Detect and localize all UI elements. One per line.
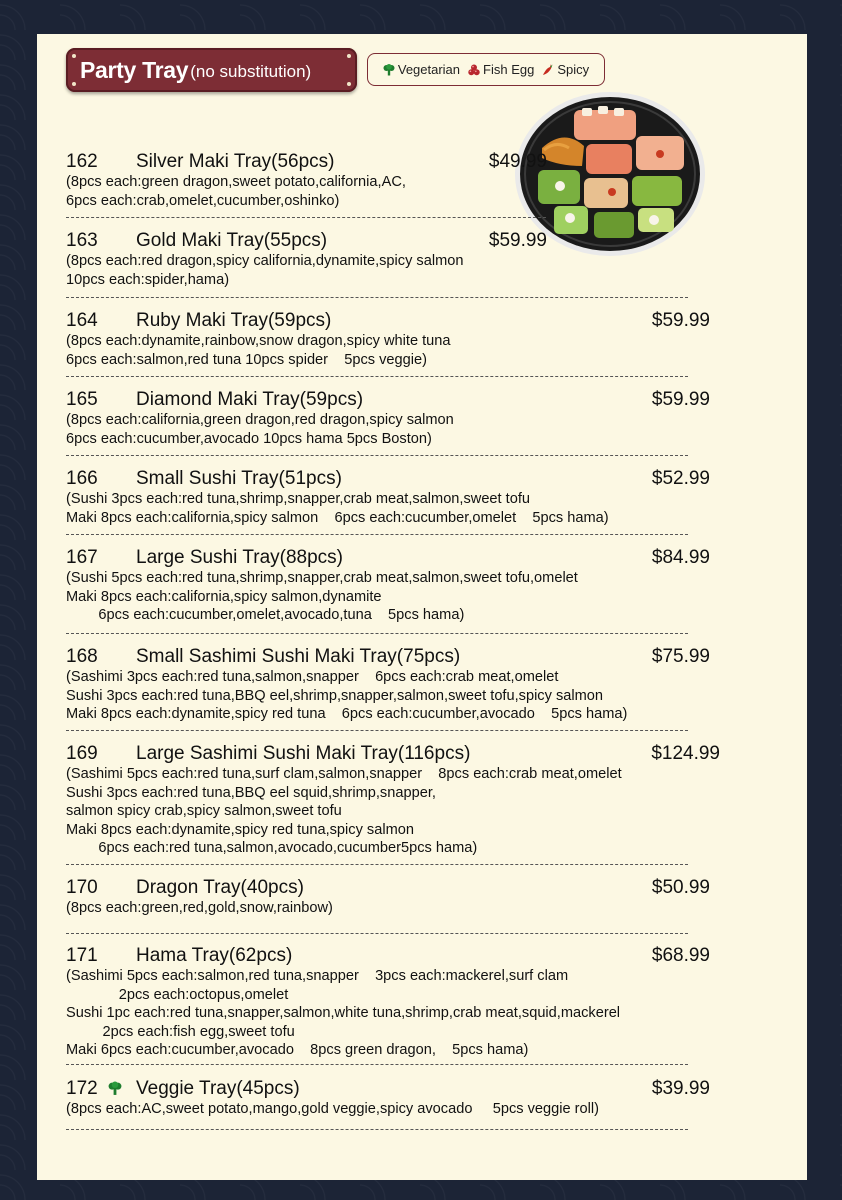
menu-item-171 xyxy=(66,944,710,1060)
item-description-line: salmon spicy crab,spicy salmon,sweet tofu xyxy=(66,803,342,819)
broccoli-icon xyxy=(108,1081,122,1096)
item-divider xyxy=(66,864,688,865)
item-name: Large Sushi Tray(88pcs) xyxy=(136,547,343,568)
menu-item-header xyxy=(66,742,720,765)
item-description-line: 6pcs each:crab,omelet,cucumber,oshinko) xyxy=(66,192,340,209)
menu-item-header xyxy=(66,467,710,490)
item-description-line: Sushi 3pcs each:red tuna,BBQ eel squid,shrimp,snapper, xyxy=(66,784,436,801)
legend-vegetarian-label: Vegetarian xyxy=(397,62,461,77)
menu-item-header xyxy=(66,944,710,967)
item-number: 165 xyxy=(66,389,98,410)
item-description xyxy=(66,411,710,448)
item-price: $52.99 xyxy=(651,468,710,489)
item-description-line: Maki 8pcs each:california,spicy salmon 6pcs each:cucumber,omelet 5pcs hama) xyxy=(66,509,609,526)
item-description-line: 6pcs each:salmon,red tuna 10pcs spider 5pcs veggie) xyxy=(66,351,427,368)
item-number: 171 xyxy=(66,945,98,966)
chili-pepper-icon xyxy=(542,63,554,76)
menu-item-168 xyxy=(66,645,710,724)
item-number: 169 xyxy=(66,743,98,764)
item-name: Hama Tray(62pcs) xyxy=(136,945,293,966)
menu-item-header xyxy=(66,229,547,252)
menu-item-162 xyxy=(66,150,547,210)
item-description-line: (Sashimi 5pcs each:salmon,red tuna,snapper 3pcs each:mackerel,surf clam xyxy=(66,968,569,984)
legend-spicy xyxy=(542,62,589,77)
item-divider xyxy=(66,933,688,934)
item-description-line: 6pcs each:red tuna,salmon,avocado,cucumber5pcs hama) xyxy=(66,840,478,856)
item-name: Large Sashimi Sushi Maki Tray(116pcs) xyxy=(136,743,471,764)
item-description-line: Maki 8pcs each:dynamite,spicy red tuna 6pcs each:cucumber,avocado 5pcs hama) xyxy=(66,706,628,722)
menu-item-164 xyxy=(66,309,710,369)
legend-fish-egg xyxy=(468,62,534,77)
item-description-line: (Sushi 3pcs each:red tuna,shrimp,snapper,crab meat,salmon,sweet tofu xyxy=(66,491,530,507)
item-number: 163 xyxy=(66,230,98,251)
item-description-line: (8pcs each:california,green dragon,red dragon,spicy salmon xyxy=(66,412,454,428)
banner-dot xyxy=(72,82,76,86)
item-name: Small Sushi Tray(51pcs) xyxy=(136,468,342,489)
banner-dot xyxy=(72,54,76,58)
item-number: 162 xyxy=(66,151,98,172)
menu-item-header xyxy=(66,1077,710,1100)
item-description-line: (8pcs each:green,red,gold,snow,rainbow) xyxy=(66,900,333,916)
item-description xyxy=(66,490,710,527)
item-number: 170 xyxy=(66,877,98,898)
item-description xyxy=(66,967,710,1060)
item-description xyxy=(66,899,710,918)
item-price: $84.99 xyxy=(651,547,710,568)
item-price: $50.99 xyxy=(651,877,710,898)
banner-dot xyxy=(347,82,351,86)
item-price: $124.99 xyxy=(651,743,720,764)
item-name: Diamond Maki Tray(59pcs) xyxy=(136,389,364,410)
menu-item-header xyxy=(66,309,710,332)
item-price: $75.99 xyxy=(651,646,710,667)
item-divider xyxy=(66,455,688,456)
menu-item-header xyxy=(66,388,710,411)
menu-item-163 xyxy=(66,229,547,289)
item-price: $59.99 xyxy=(488,230,547,251)
item-description-line: 10pcs each:spider,hama) xyxy=(66,271,230,288)
item-divider xyxy=(66,633,688,634)
item-number: 164 xyxy=(66,310,98,331)
item-name: Gold Maki Tray(55pcs) xyxy=(136,230,328,251)
menu-item-header xyxy=(66,546,710,569)
menu-item-166 xyxy=(66,467,710,527)
item-description-line: 2pcs each:fish egg,sweet tofu xyxy=(66,1023,295,1040)
menu-item-170 xyxy=(66,876,710,918)
item-description xyxy=(66,173,547,210)
legend-fish-egg-label: Fish Egg xyxy=(483,62,535,77)
menu-item-header xyxy=(66,876,710,899)
menu-item-167 xyxy=(66,546,710,625)
item-description-line: 2pcs each:octopus,omelet xyxy=(66,986,289,1003)
item-divider xyxy=(66,217,546,218)
page-title: Party Tray xyxy=(80,56,189,83)
item-price: $59.99 xyxy=(651,310,710,331)
item-divider xyxy=(66,1064,688,1065)
banner-dot xyxy=(347,54,351,58)
item-number: 168 xyxy=(66,646,98,667)
item-price: $59.99 xyxy=(651,389,710,410)
item-description-line: Sushi 1pc each:red tuna,snapper,salmon,white tuna,shrimp,crab meat,squid,mackerel xyxy=(66,1005,621,1021)
item-description xyxy=(66,668,710,724)
legend-vegetarian xyxy=(383,62,460,77)
item-description-line: (Sashimi 3pcs each:red tuna,salmon,snapper 6pcs each:crab meat,omelet xyxy=(66,669,559,685)
item-description xyxy=(66,765,720,858)
fish-egg-icon xyxy=(468,64,480,76)
party-tray-banner xyxy=(66,48,357,92)
item-divider xyxy=(66,534,688,535)
item-number: 166 xyxy=(66,468,98,489)
item-divider xyxy=(66,376,688,377)
item-description-line: Maki 8pcs each:dynamite,spicy red tuna,spicy salmon xyxy=(66,821,414,838)
item-description-line: (8pcs each:red dragon,spicy california,dynamite,spicy salmon xyxy=(66,253,464,269)
broccoli-icon xyxy=(383,64,395,76)
item-description-line: 6pcs each:cucumber,avocado 10pcs hama 5pcs Boston) xyxy=(66,430,432,447)
item-name: Veggie Tray(45pcs) xyxy=(136,1078,300,1099)
item-description-line: (8pcs each:dynamite,rainbow,snow dragon,spicy white tuna xyxy=(66,333,451,349)
item-description xyxy=(66,1100,710,1119)
menu-item-header xyxy=(66,150,547,173)
item-divider xyxy=(66,1129,688,1130)
legend xyxy=(367,53,605,86)
item-description xyxy=(66,252,547,289)
item-price: $49.99 xyxy=(488,151,547,172)
item-description-line: (Sushi 5pcs each:red tuna,shrimp,snapper,crab meat,salmon,sweet tofu,omelet xyxy=(66,570,578,586)
legend-spicy-label: Spicy xyxy=(557,62,590,77)
item-number: 167 xyxy=(66,547,98,568)
item-description xyxy=(66,332,710,369)
item-divider xyxy=(66,297,688,298)
item-name: Small Sashimi Sushi Maki Tray(75pcs) xyxy=(136,646,461,667)
item-description-line: (Sashimi 5pcs each:red tuna,surf clam,salmon,snapper 8pcs each:crab meat,omelet xyxy=(66,766,622,782)
item-price: $68.99 xyxy=(651,945,710,966)
item-divider xyxy=(66,730,688,731)
item-name: Dragon Tray(40pcs) xyxy=(136,877,304,898)
item-name: Silver Maki Tray(56pcs) xyxy=(136,151,335,172)
menu-item-172 xyxy=(66,1077,710,1119)
menu-item-165 xyxy=(66,388,710,448)
item-name: Ruby Maki Tray(59pcs) xyxy=(136,310,332,331)
item-description-line: Sushi 3pcs each:red tuna,BBQ eel,shrimp,snapper,salmon,sweet tofu,spicy salmon xyxy=(66,687,604,704)
item-description-line: Maki 6pcs each:cucumber,avocado 8pcs green dragon, 5pcs hama) xyxy=(66,1042,529,1058)
item-description-line: 6pcs each:cucumber,omelet,avocado,tuna 5pcs hama) xyxy=(66,607,465,623)
item-price: $39.99 xyxy=(651,1078,710,1099)
item-description-line: Maki 8pcs each:california,spicy salmon,dynamite xyxy=(66,588,382,605)
menu-item-header xyxy=(66,645,710,668)
menu-item-169 xyxy=(66,742,720,858)
page-subtitle: (no substitution) xyxy=(190,61,312,81)
item-number: 172 xyxy=(66,1078,98,1099)
item-description-line: (8pcs each:AC,sweet potato,mango,gold veggie,spicy avocado 5pcs veggie roll) xyxy=(66,1101,599,1117)
item-description xyxy=(66,569,710,625)
item-description-line: (8pcs each:green dragon,sweet potato,california,AC, xyxy=(66,174,406,190)
